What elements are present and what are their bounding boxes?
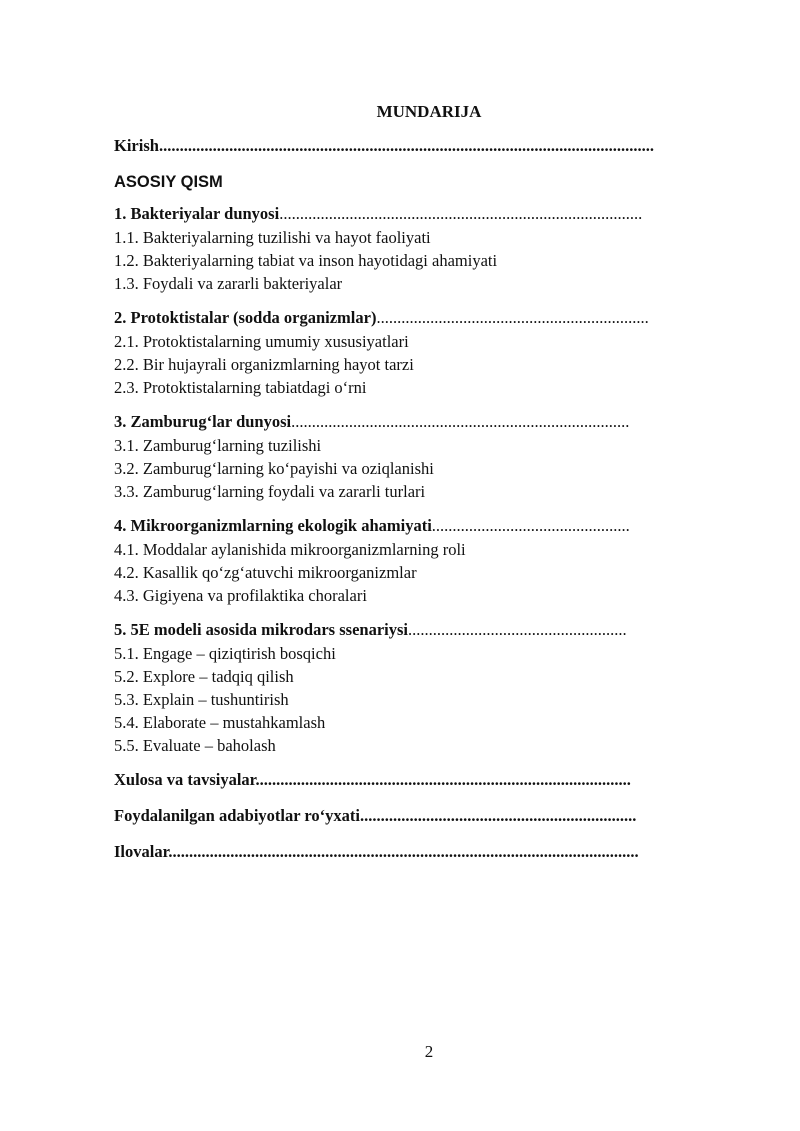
toc-chapter-1 xyxy=(114,203,642,225)
toc-subsection: 3.2. Zamburug‘larning ko‘payishi va oziqlanishi xyxy=(114,459,434,478)
toc-leader-dots: ................................................ xyxy=(431,516,630,535)
toc-chapter-2 xyxy=(114,307,649,329)
toc-subsection: 5.4. Elaborate – mustahkamlash xyxy=(114,713,326,732)
toc-subsection: 2.1. Protoktistalarning umumiy xususiyatlari xyxy=(114,332,409,351)
toc-leader-dots: ........................................................................................ xyxy=(279,204,643,223)
toc-entry-label: Foydalanilgan adabiyotlar ro‘yxati xyxy=(114,806,361,825)
toc-subsection: 3.3. Zamburug‘larning foydali va zararli turlari xyxy=(114,482,426,501)
toc-subsection: 1.3. Foydali va zararli bakteriyalar xyxy=(114,274,343,293)
toc-leader-dots: ........................................................................................... xyxy=(255,770,631,789)
toc-subsection: 2.3. Protoktistalarning tabiatdagi o‘rni xyxy=(114,378,367,397)
toc-leader-dots: ..................................................... xyxy=(407,620,627,639)
toc-subsection: 4.1. Moddalar aylanishida mikroorganizmlarning roli xyxy=(114,540,466,559)
toc-leader-dots: .................................................................................. xyxy=(291,412,630,431)
chapter-title: 5. 5E modeli asosida mikrodars ssenariysi xyxy=(114,620,408,639)
toc-entry-label: Ilovalar xyxy=(114,842,169,861)
section-heading-main: ASOSIY QISM xyxy=(114,173,223,191)
chapter-title: 4. Mikroorganizmlarning ekologik ahamiyati xyxy=(114,516,432,535)
toc-leader-dots: ........................................................................................................................ xyxy=(158,136,654,155)
toc-subsection: 1.2. Bakteriyalarning tabiat va inson hayotidagi ahamiyati xyxy=(114,251,498,270)
toc-leader-dots: .................................................................................................................. xyxy=(168,842,639,861)
toc-entry-intro xyxy=(114,135,654,157)
toc-subsection: 5.5. Evaluate – baholash xyxy=(114,736,276,755)
toc-subsection: 5.2. Explore – tadqiq qilish xyxy=(114,667,294,686)
toc-entry-conclusion xyxy=(114,769,631,791)
page-title: MUNDARIJA xyxy=(376,102,482,121)
toc-subsection: 4.3. Gigiyena va profilaktika choralari xyxy=(114,586,367,605)
chapter-title: 3. Zamburug‘lar dunyosi xyxy=(114,412,292,431)
toc-subsection: 1.1. Bakteriyalarning tuzilishi va hayot faoliyati xyxy=(114,228,431,247)
toc-leader-dots: .................................................................. xyxy=(376,308,649,327)
toc-entry-label: Xulosa va tavsiyalar xyxy=(114,770,256,789)
toc-chapter-4 xyxy=(114,515,630,537)
chapter-title: 1. Bakteriyalar dunyosi xyxy=(114,204,280,223)
toc-chapter-5 xyxy=(114,619,627,641)
toc-subsection: 5.1. Engage – qiziqtirish bosqichi xyxy=(114,644,336,663)
toc-entry-appendix xyxy=(114,841,639,863)
chapter-title: 2. Protoktistalar (sodda organizmlar) xyxy=(114,308,377,327)
toc-entry-label: Kirish xyxy=(114,136,159,155)
toc-subsection: 2.2. Bir hujayrali organizmlarning hayot tarzi xyxy=(114,355,414,374)
toc-subsection: 4.2. Kasallik qo‘zg‘atuvchi mikroorganizmlar xyxy=(114,563,417,582)
toc-subsection: 5.3. Explain – tushuntirish xyxy=(114,690,289,709)
toc-leader-dots: ................................................................... xyxy=(360,806,637,825)
toc-entry-references xyxy=(114,805,636,827)
page-number: 2 xyxy=(424,1042,434,1061)
toc-chapter-3 xyxy=(114,411,629,433)
toc-subsection: 3.1. Zamburug‘larning tuzilishi xyxy=(114,436,322,455)
